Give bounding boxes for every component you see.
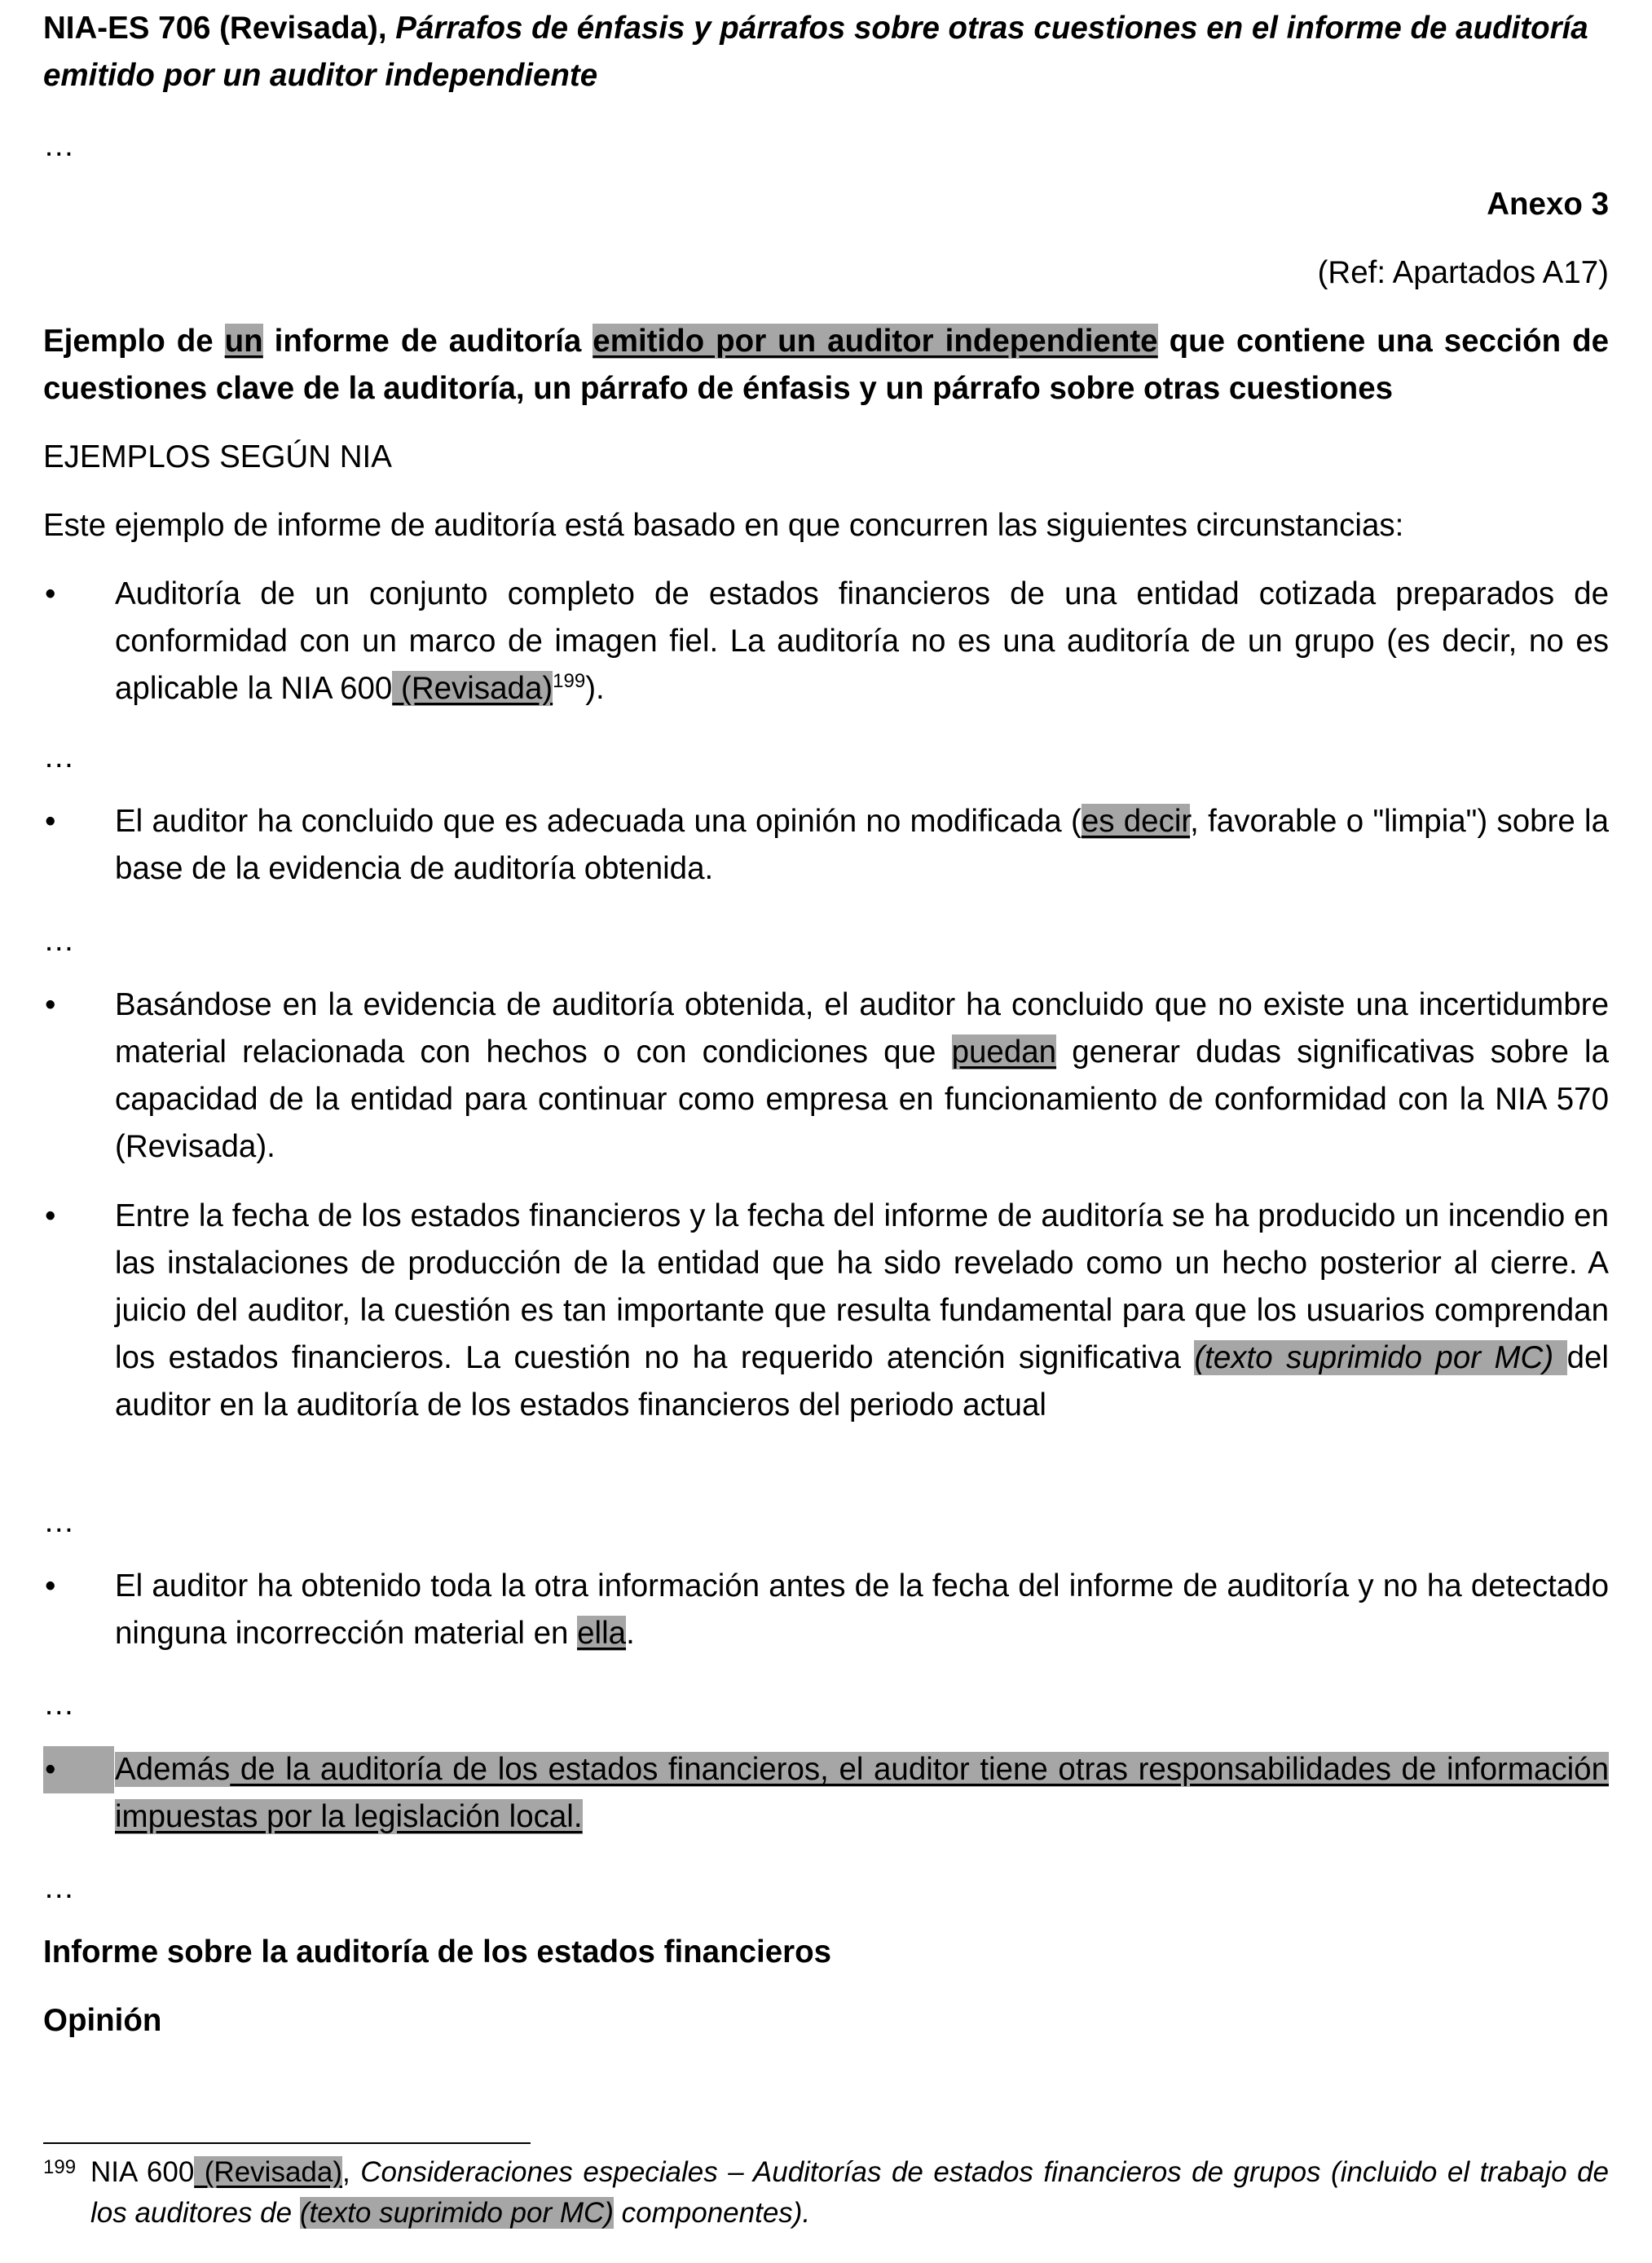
bullet-icon: • (45, 576, 56, 611)
list-item-text (115, 571, 1609, 712)
list-item-text (115, 798, 1609, 893)
heading-text-1: Ejemplo de (43, 324, 225, 359)
footnote-separator (43, 2142, 531, 2144)
highlight-suppressed: (texto suprimido por MC) (299, 2197, 614, 2229)
text: del auditor en la auditoría de los estados financieros del periodo actual (115, 1340, 1609, 1423)
highlight: (Revisada) (392, 671, 553, 706)
ellipsis-3: … (43, 923, 75, 958)
text: generar dudas significativas sobre la capacidad de la entidad para continuar como empresa en funcionamiento de conformidad con la NIA 570 (Revisada). (115, 1034, 1610, 1164)
annex-label: Anexo 3 (1487, 187, 1609, 222)
annex-ref: (Ref: Apartados A17) (1317, 255, 1609, 290)
bullet-icon: • (45, 804, 56, 839)
section-heading: Informe sobre la auditoría de los estados financieros (43, 1934, 832, 1970)
title-italic: Párrafos de énfasis y párrafos sobre otras cuestiones en el informe de auditoría emitido por un auditor independiente (43, 11, 1588, 93)
highlight: ella (577, 1616, 627, 1651)
footnote-italic-text: componentes). (613, 2197, 811, 2229)
footnote (43, 2152, 1609, 2234)
list-item-text (115, 982, 1609, 1171)
text: Basándose en la evidencia de auditoría obtenida, el auditor ha concluido que no existe una incertidumbre material relacionada con hechos o con condiciones que (115, 987, 1609, 1070)
footnote-number: 199 (43, 2156, 77, 2178)
heading-highlight-1: un (224, 324, 263, 359)
bullet-icon: • (45, 1568, 56, 1604)
footnote-ref[interactable]: 199 (553, 670, 586, 693)
ellipsis-1: … (43, 128, 75, 163)
bullet-icon: • (45, 1198, 56, 1233)
highlight: (Revisada) (194, 2156, 342, 2188)
text: El auditor ha concluido que es adecuada una opinión no modificada ( (115, 804, 1082, 839)
example-heading (43, 318, 1609, 412)
list-item (43, 1563, 1609, 1657)
text: , (342, 2156, 361, 2188)
ellipsis-6: … (43, 1870, 75, 1905)
highlight: puedan (951, 1034, 1057, 1070)
ellipsis-4: … (43, 1504, 75, 1539)
text: Entre la fecha de los estados financieros y la fecha del informe de auditoría se ha producido un incendio en las instalaciones de producción de la entidad que ha sido revelado como un hecho posterior al cierre. A juicio del auditor, la cuestión es tan importante que resulta fundamental para que los usuarios comprendan los estados financieros. La cuestión no ha requerido atención significativa (115, 1198, 1609, 1375)
ellipsis-2: … (43, 739, 75, 774)
intro-paragraph: Este ejemplo de informe de auditoría está basado en que concurren las siguientes circunstancias: (43, 508, 1404, 543)
heading-text-3: que contiene una sección de cuestiones clave de la auditoría, un párrafo de énfasis y un párrafo sobre otras cuestiones (43, 324, 1609, 406)
list-item (43, 1746, 1609, 1841)
text: NIA 600 (90, 2156, 195, 2188)
list-item-text (115, 1193, 1609, 1429)
highlight: es decir (1081, 804, 1191, 839)
highlight-plain: Además (115, 1752, 231, 1787)
subsection-heading: Opinión (43, 2003, 162, 2038)
list-item (43, 798, 1609, 893)
list-item-text (115, 1563, 1609, 1657)
bullet-icon: • (45, 987, 56, 1022)
document-title (43, 5, 1609, 99)
list-item (43, 982, 1609, 1171)
footnote-text (90, 2152, 1609, 2234)
text: , favorable o "limpia") sobre la base de la evidencia de auditoría obtenida. (115, 804, 1609, 886)
list-item (43, 1193, 1609, 1429)
highlight: de la auditoría de los estados financieros, el auditor tiene otras responsabilidades de información impuestas por la legislación local. (115, 1752, 1609, 1834)
text: El auditor ha obtenido toda la otra información antes de la fecha del informe de auditoría y no ha detectado ninguna incorrección material en (115, 1568, 1609, 1651)
bullet-icon: • (43, 1746, 114, 1793)
heading-text-2: informe de auditoría (262, 324, 593, 359)
list-item (43, 571, 1609, 712)
list-item-text (115, 1746, 1609, 1841)
title-standard: NIA-ES 706 (Revisada), (43, 11, 387, 46)
highlight-suppressed: (texto suprimido por MC) (1194, 1340, 1567, 1375)
footnote-italic-text: Consideraciones especiales – Auditorías de estados financieros de grupos (incluido el trabajo de los auditores de (90, 2156, 1609, 2229)
text: ). (585, 671, 605, 706)
examples-label: EJEMPLOS SEGÚN NIA (43, 439, 392, 474)
text: Auditoría de un conjunto completo de estados financieros de una entidad cotizada preparados de conformidad con un marco de imagen fiel. La auditoría no es una auditoría de un grupo (es decir, no es aplicable la NIA 600 (115, 576, 1609, 706)
ellipsis-5: … (43, 1687, 75, 1722)
heading-highlight-2: emitido por un auditor independiente (593, 324, 1158, 359)
text: . (626, 1616, 635, 1651)
